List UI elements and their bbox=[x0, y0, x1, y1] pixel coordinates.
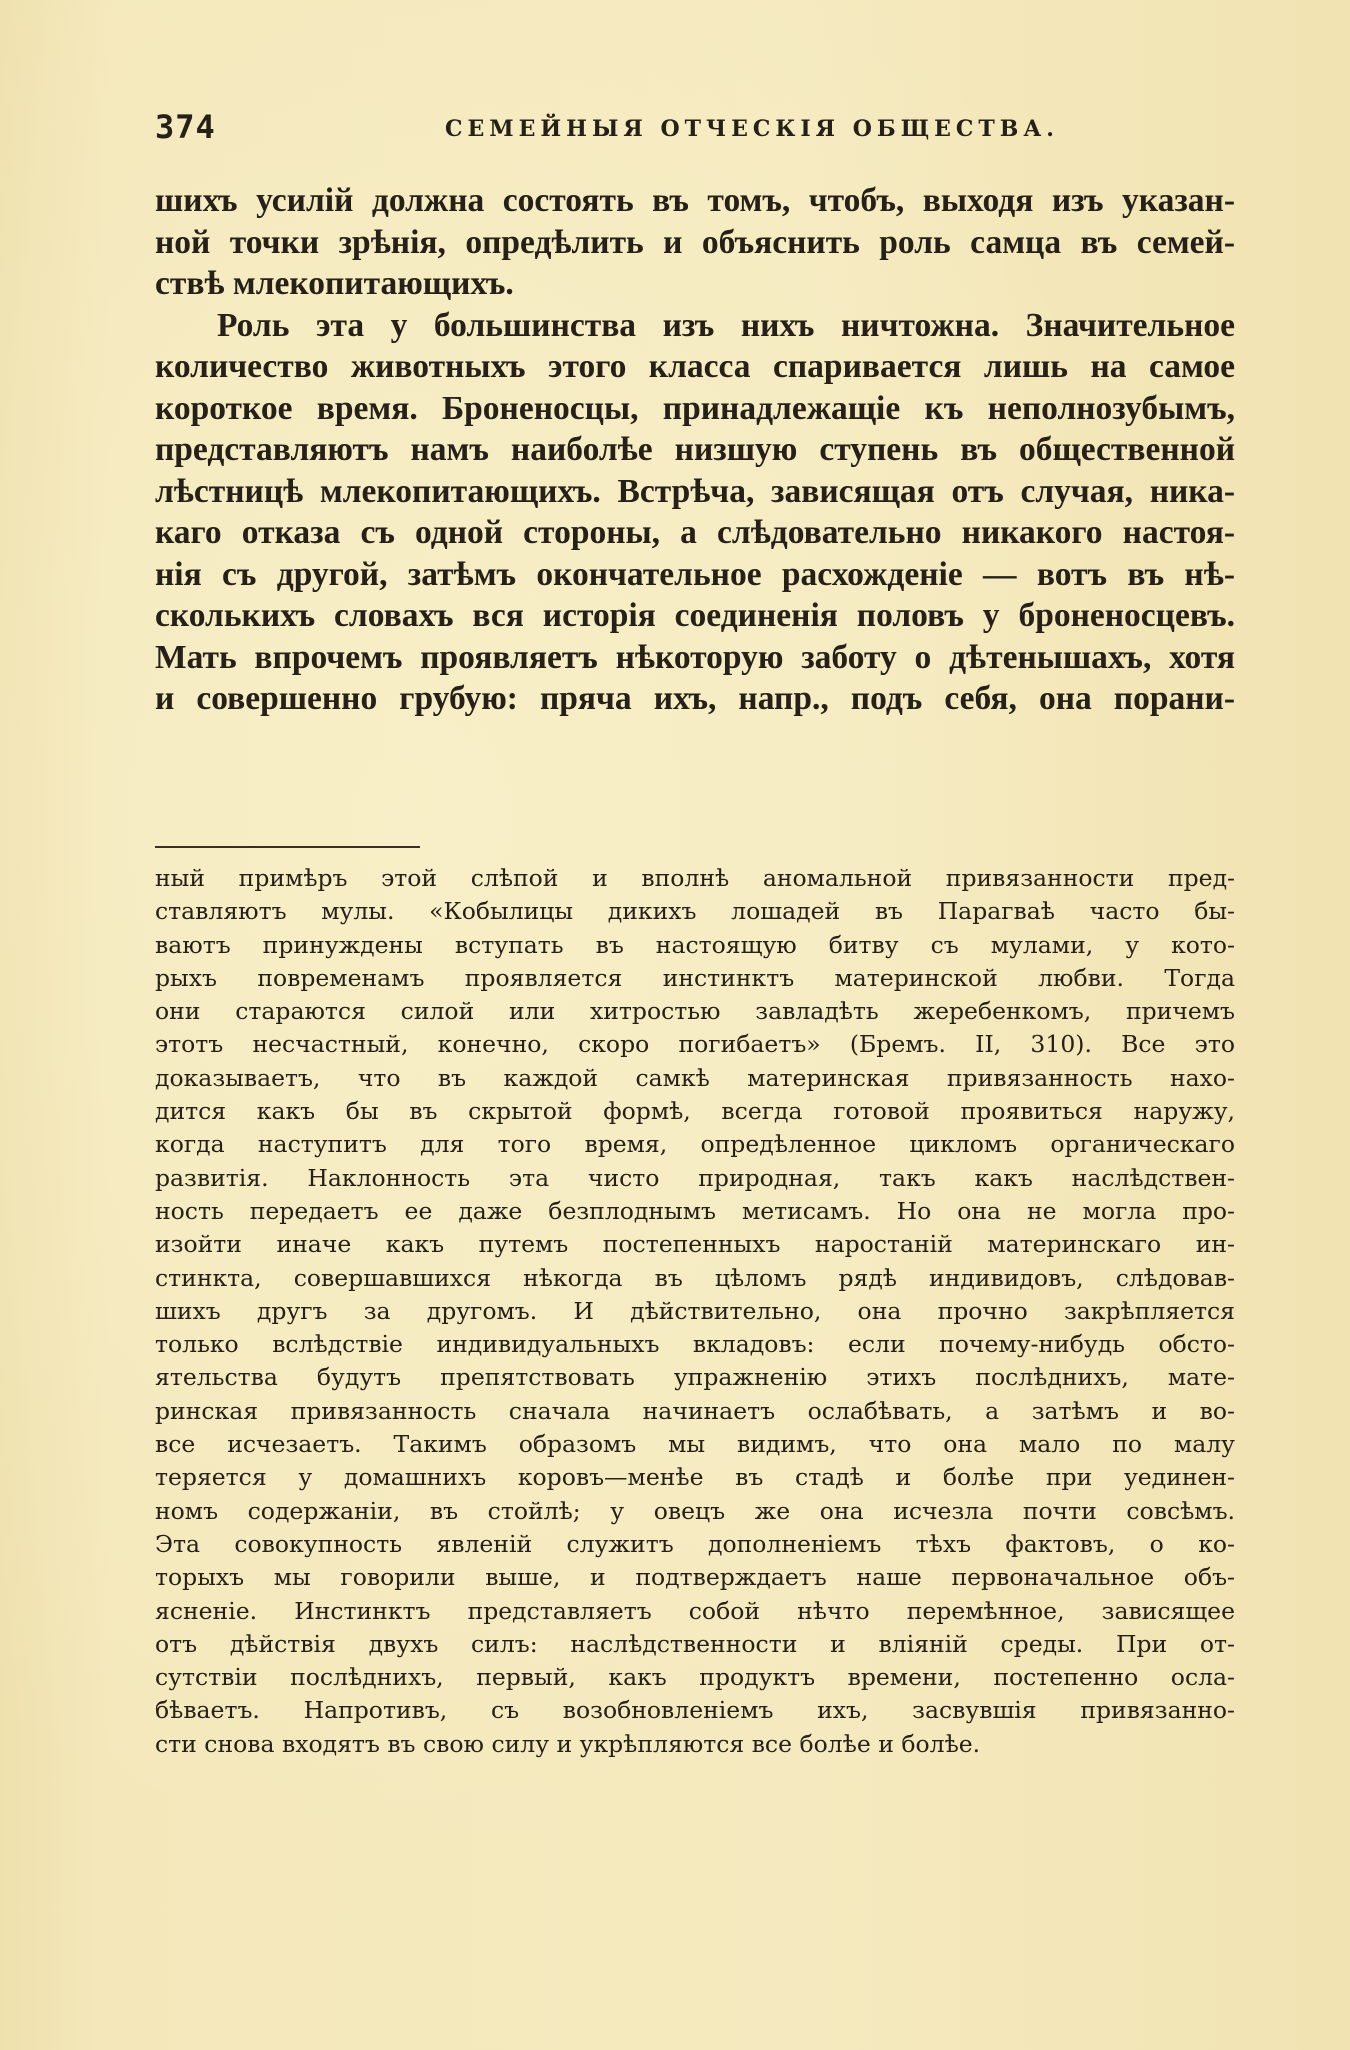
footnote-line: этотъ несчастный, конечно, скоро погибаетъ» (Бремъ. II, 310). Все это bbox=[155, 1030, 1235, 1059]
footnote-line: только вслѣдствіе индивидуальныхъ вкладовъ: если почему-нибудь обсто- bbox=[155, 1330, 1235, 1359]
footnote-line: торыхъ мы говорили выше, и подтверждаетъ наше первоначальное объ- bbox=[155, 1563, 1235, 1592]
text-line: Мать впрочемъ проявляетъ нѣкоторую заботу о дѣтенышахъ, хотя bbox=[155, 638, 1235, 676]
footnote-line: все исчезаетъ. Такимъ образомъ мы видимъ, что она мало по малу bbox=[155, 1430, 1235, 1459]
footnote-line: ятельства будутъ препятствовать упражненію этихъ послѣднихъ, мате- bbox=[155, 1363, 1235, 1392]
text-line: шихъ усилій должна состоять въ томъ, чтобъ, выходя изъ указан- bbox=[155, 182, 1235, 219]
footnote-line: развитія. Наклонность эта чисто природная, такъ какъ наслѣдствен- bbox=[155, 1163, 1235, 1192]
text-line: ной точки зрѣнія, опредѣлить и объяснить роль самца въ семей- bbox=[155, 223, 1235, 261]
main-text bbox=[155, 180, 1235, 720]
footnote-line: Эта совокупность явленій служитъ дополненіемъ тѣхъ фактовъ, о ко- bbox=[155, 1529, 1235, 1558]
footnote-line: ный примѣръ этой слѣпой и вполнѣ аномальной привязанности пред- bbox=[155, 864, 1235, 892]
footnote-line: когда наступитъ для того время, опредѣленное цикломъ органическаго bbox=[155, 1130, 1235, 1159]
footnote-line: доказываетъ, что въ каждой самкѣ материнская привязанность нахо- bbox=[155, 1063, 1235, 1092]
footnote-line: ринская привязанность сначала начинаетъ ослабѣвать, а затѣмъ и во- bbox=[155, 1396, 1235, 1425]
footnote-line: стинкта, совершавшихся нѣкогда въ цѣломъ рядѣ индивидовъ, слѣдовав- bbox=[155, 1263, 1235, 1292]
text-line: и совершенно грубую: пряча ихъ, напр., подъ себя, она порани- bbox=[155, 680, 1235, 717]
footnote-line: отъ дѣйствія двухъ силъ: наслѣдственности и вліяній среды. При от- bbox=[155, 1629, 1235, 1658]
footnote-line: ставляютъ мулы. «Кобылицы дикихъ лошадей въ Парагваѣ часто бы- bbox=[155, 897, 1235, 926]
text-line: представляютъ намъ наиболѣе низшую ступень въ общественной bbox=[155, 431, 1235, 468]
text-line: нія съ другой, затѣмъ окончательное расхожденіе — вотъ въ нѣ- bbox=[155, 555, 1235, 593]
text-line: лѣстницѣ млекопитающихъ. Встрѣча, зависящая отъ случая, ника- bbox=[155, 472, 1235, 510]
footnote-line: сти снова входятъ въ свою силу и укрѣпляются все болѣе и болѣе. bbox=[155, 1729, 981, 1758]
footnote-line: теряется у домашнихъ коровъ—менѣе въ стадѣ и болѣе при уединен- bbox=[155, 1463, 1235, 1492]
text-line: ствѣ млекопитающихъ. bbox=[155, 265, 514, 302]
text-line: короткое время. Броненосцы, принадлежащіе къ неполнозубымъ, bbox=[155, 389, 1235, 427]
text-line: сколькихъ словахъ вся исторія соединенія половъ у броненосцевъ. bbox=[155, 597, 1235, 634]
footnote-line: дится какъ бы въ скрытой формѣ, всегда готовой проявиться наружу, bbox=[155, 1097, 1235, 1126]
page-number: 374 bbox=[155, 108, 216, 146]
footnote-line: они стараются силой или хитростью завладѣть жеребенкомъ, причемъ bbox=[155, 997, 1235, 1026]
footnote-line: ваютъ принуждены вступать въ настоящую битву съ мулами, у кото- bbox=[155, 930, 1235, 959]
footnote-divider bbox=[155, 846, 420, 848]
running-title: СЕМЕЙНЫЯ ОТЧЕСКІЯ ОБЩЕСТВА. bbox=[445, 116, 1059, 142]
footnote-text bbox=[155, 862, 1235, 1761]
footnote-line: ясненіе. Инстинктъ представляетъ собой нѣчто перемѣнное, зависящее bbox=[155, 1596, 1235, 1625]
page-header bbox=[155, 108, 1235, 152]
footnote-line: бѣваетъ. Напротивъ, съ возобновленіемъ ихъ, засвувшія привязанно- bbox=[155, 1696, 1235, 1725]
text-line: Роль эта у большинства изъ нихъ ничтожна. Значительное bbox=[217, 306, 1235, 344]
footnote-line: шихъ другъ за другомъ. И дѣйствительно, она прочно закрѣпляется bbox=[155, 1296, 1235, 1325]
text-line: количество животныхъ этого класса спаривается лишь на самое bbox=[155, 348, 1235, 385]
footnote-line: сутствіи послѣднихъ, первый, какъ продуктъ времени, постепенно осла- bbox=[155, 1663, 1235, 1692]
text-line: каго отказа съ одной стороны, а слѣдовательно никакого настоя- bbox=[155, 514, 1235, 551]
footnote-line: номъ содержаніи, въ стойлѣ; у овецъ же она исчезла почти совсѣмъ. bbox=[155, 1496, 1235, 1525]
footnote-line: рыхъ повременамъ проявляется инстинктъ материнской любви. Тогда bbox=[155, 963, 1235, 992]
footnote-line: изойти иначе какъ путемъ постепенныхъ наростаній материнскаго ин- bbox=[155, 1230, 1235, 1259]
footnote-line: ность передаетъ ее даже безплоднымъ метисамъ. Но она не могла про- bbox=[155, 1196, 1235, 1225]
